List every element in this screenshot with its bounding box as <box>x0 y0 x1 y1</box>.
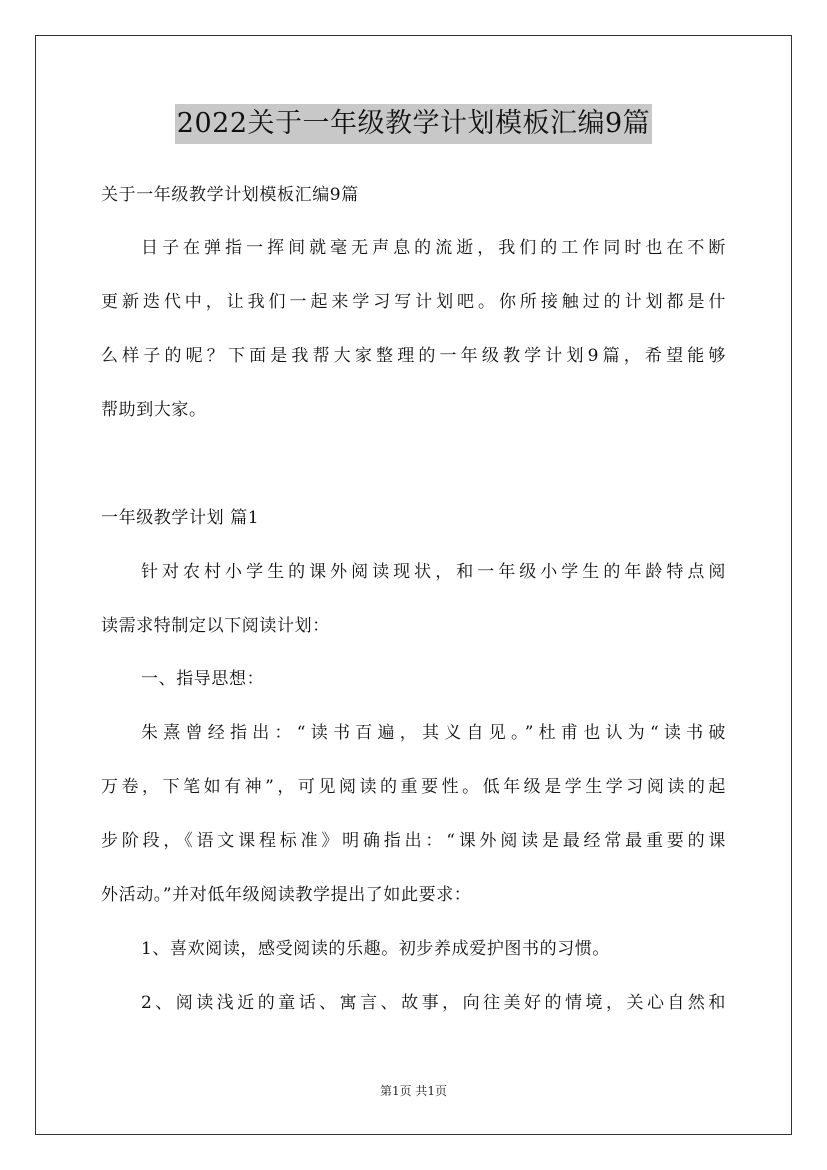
body-line-1: 针对农村小学生的课外阅读现状，和一年级小学生的年龄特点阅 <box>141 562 726 582</box>
body-line-7: 外活动。”并对低年级阅读教学提出了如此要求： <box>101 885 472 905</box>
subtitle: 关于一年级教学计划模板汇编9篇 <box>101 185 359 205</box>
body-line-5: 万卷，下笔如有神”，可见阅读的重要性。低年级是学生学习阅读的起 <box>101 777 726 797</box>
intro-line-3: 么样子的呢？下面是我帮大家整理的一年级教学计划9篇，希望能够 <box>101 346 726 366</box>
body-line-2: 读需求特制定以下阅读计划： <box>101 616 330 636</box>
page-footer: 第1页 共1页 <box>379 1084 448 1098</box>
section-heading: 一年级教学计划 篇1 <box>101 508 260 528</box>
body-line-8: 1、喜欢阅读，感受阅读的乐趣。初步养成爱护图书的习惯。 <box>141 939 611 959</box>
document-title <box>0 101 827 144</box>
body-line-9: 2、阅读浅近的童话、寓言、故事，向往美好的情境，关心自然和 <box>141 993 726 1013</box>
intro-line-1: 日子在弹指一挥间就毫无声息的流逝，我们的工作同时也在不断 <box>141 238 726 258</box>
document-title-text: 2022关于一年级教学计划模板汇编9篇 <box>175 104 652 144</box>
intro-line-2: 更新迭代中，让我们一起来学习写计划吧。你所接触过的计划都是什 <box>101 292 726 312</box>
body-line-3: 一、指导思想： <box>141 669 265 689</box>
body-line-6: 步阶段，《语文课程标准》明确指出：“课外阅读是最经常最重要的课 <box>101 831 726 851</box>
body-line-4: 朱熹曾经指出：“读书百遍，其义自见。”杜甫也认为“读书破 <box>141 723 726 743</box>
intro-line-4: 帮助到大家。 <box>101 400 207 420</box>
